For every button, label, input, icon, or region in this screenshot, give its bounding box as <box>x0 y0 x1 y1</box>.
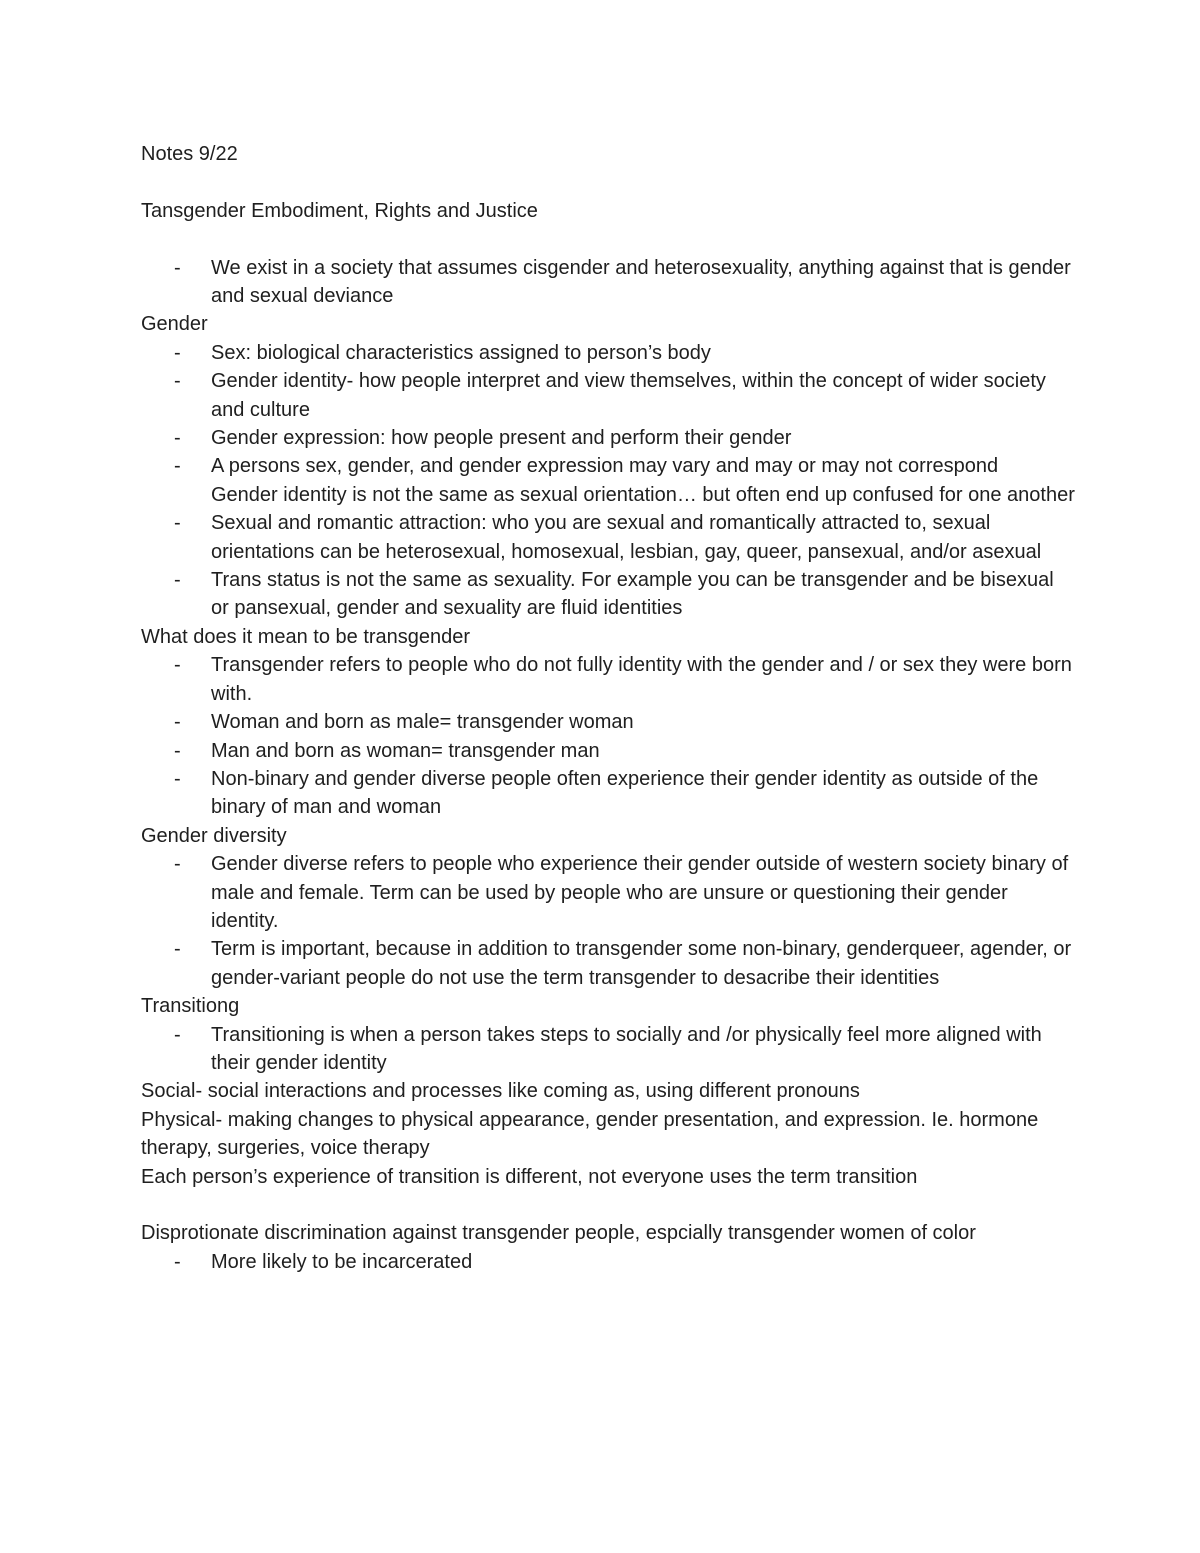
section-heading-discrimination: Disprotionate discrimination against transgender people, espcially transgender women of color <box>141 1222 976 1245</box>
dash-bullet: - <box>174 739 181 762</box>
section-heading-transgender: What does it mean to be transgender <box>141 625 471 648</box>
dash-bullet: - <box>174 767 181 790</box>
list-item: - More likely to be incarcerated <box>211 1248 1076 1276</box>
list-item: - Gender expression: how people present and perform their gender <box>211 424 1076 452</box>
list-item: - Trans status is not the same as sexuality. For example you can be transgender and be bisexual or pansexual, gender and sexuality are fluid identities <box>211 566 1076 623</box>
section-heading-gender: Gender <box>141 313 208 336</box>
dash-bullet: - <box>174 341 181 364</box>
intro-list <box>141 254 1076 311</box>
transition-social: Social- social interactions and processes like coming as, using different pronouns <box>141 1080 860 1103</box>
dash-bullet: - <box>174 654 181 677</box>
section-heading-diversity: Gender diversity <box>141 824 287 847</box>
list-item: - We exist in a society that assumes cisgender and heterosexuality, anything against that is gender and sexual deviance <box>211 254 1076 311</box>
dash-bullet: - <box>174 455 181 478</box>
list-item: - A persons sex, gender, and gender expression may vary and may or may not correspond <box>211 452 1076 480</box>
list-item: - Non-binary and gender diverse people often experience their gender identity as outside of the binary of man and woman <box>211 765 1076 822</box>
dash-bullet: - <box>174 427 181 450</box>
dash-bullet: - <box>174 1250 181 1273</box>
list-item: - Man and born as woman= transgender man <box>211 737 1076 765</box>
list-item: - Term is important, because in addition to transgender some non-binary, genderqueer, agender, or gender-variant people do not use the term transgender to desacribe their identities <box>211 935 1076 992</box>
dash-bullet: - <box>174 853 181 876</box>
list-item: - Transgender refers to people who do not fully identity with the gender and / or sex they were born with. <box>211 651 1076 708</box>
diversity-list <box>141 850 1076 992</box>
dash-bullet: - <box>174 370 181 393</box>
list-item: - Sex: biological characteristics assigned to person’s body <box>211 339 1076 367</box>
section-heading-transitioning: Transitiong <box>141 995 240 1018</box>
discrimination-list <box>141 1248 1076 1276</box>
dash-bullet: - <box>174 711 181 734</box>
dash-bullet: - <box>174 938 181 961</box>
transition-physical: Physical- making changes to physical appearance, gender presentation, and expression. Ie. hormone therapy, surgeries, voice therapy <box>141 1108 1039 1160</box>
dash-bullet: - <box>174 512 181 535</box>
dash-bullet: - <box>174 1023 181 1046</box>
blank-line <box>141 1191 1076 1219</box>
notes-subtitle: Tansgender Embodiment, Rights and Justice <box>141 199 538 222</box>
list-item: - Sexual and romantic attraction: who you are sexual and romantically attracted to, sexual orientations can be heterosexual, homosexual, lesbian, gay, queer, pansexual, and/or asexual <box>211 509 1076 566</box>
gender-list <box>141 339 1076 623</box>
dash-bullet: - <box>174 569 181 592</box>
list-item: - Transitioning is when a person takes steps to socially and /or physically feel more aligned with their gender identity <box>211 1021 1076 1078</box>
list-continuation: Gender identity is not the same as sexual orientation… but often end up confused for one another <box>211 483 1075 506</box>
transitioning-list <box>141 1021 1076 1078</box>
list-item: - Gender diverse refers to people who experience their gender outside of western society binary of male and female. Term can be used by people who are unsure or questioning their gender identity. <box>211 850 1076 935</box>
blank-line <box>141 225 1076 253</box>
list-item: - Gender identity- how people interpret and view themselves, within the concept of wider society and culture <box>211 367 1076 424</box>
transgender-list <box>141 651 1076 821</box>
dash-bullet: - <box>174 256 181 279</box>
notes-title: Notes 9/22 <box>141 143 238 165</box>
blank-line <box>141 168 1076 196</box>
document-body <box>141 140 1076 1276</box>
transition-each: Each person’s experience of transition is different, not everyone uses the term transition <box>141 1165 918 1188</box>
list-item: - Woman and born as male= transgender woman <box>211 708 1076 736</box>
